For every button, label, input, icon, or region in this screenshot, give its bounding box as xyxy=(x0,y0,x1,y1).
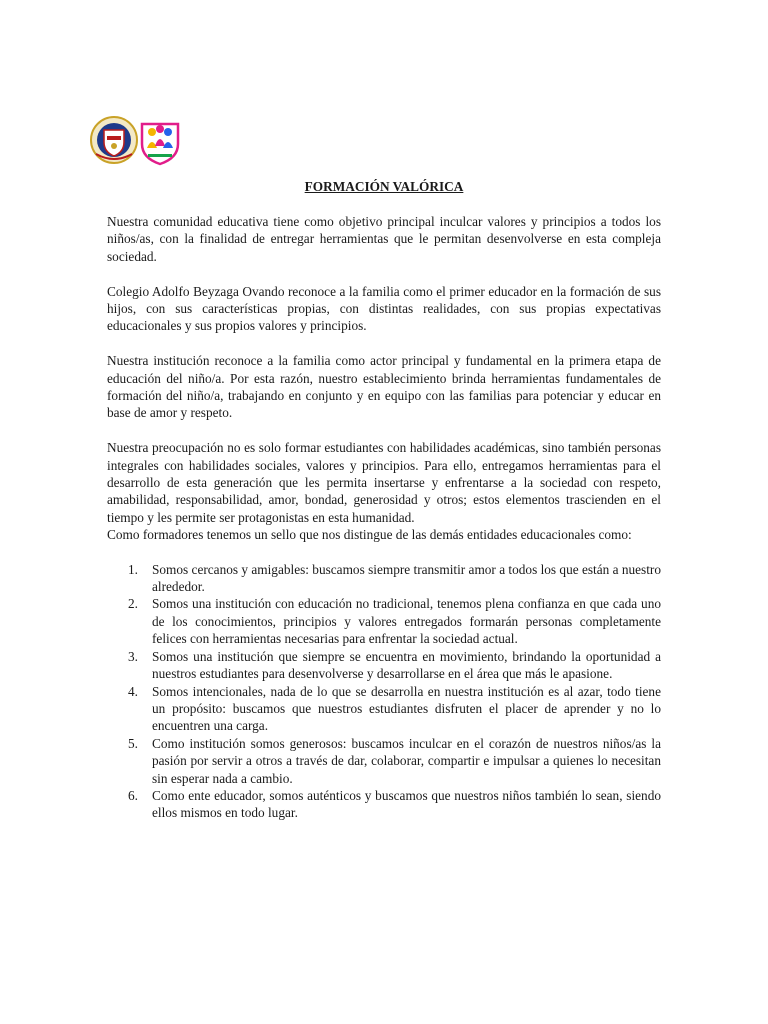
paragraph-concern: Nuestra preocupación no es solo formar estudiantes con habilidades académicas, sino también personas integrales con habilidades sociales, valores y principios. Para ello, entregamos herramientas para el desarrollo de esta generación que les permita insertarse y enfrentarse a la sociedad con respeto, amabilidad, responsabilidad, amor, bondad, generosidad y otros; estos elementos trascienden en el tiempo y les permite ser protagonistas en esta humanidad. xyxy=(107,440,661,525)
document-body xyxy=(107,213,661,822)
list-item-text: Somos intencionales, nada de lo que se desarrolla en nuestra institución es al azar, todo tiene un propósito: buscamos que nuestros estudiantes disfruten el placer de aprender y no lo encuentren una carga. xyxy=(152,683,661,734)
paragraph-seal-intro: Como formadores tenemos un sello que nos distingue de las demás entidades educacionales como: xyxy=(107,527,632,543)
paragraph-objective: Nuestra comunidad educativa tiene como objetivo principal inculcar valores y principios a todos los niños/as, con la finalidad de entregar herramientas que le permitan desenvolverse en esta compleja sociedad. xyxy=(107,214,661,264)
list-item-text: Somos una institución con educación no tradicional, tenemos plena confianza en que cada uno de los conocimientos, principios y valores entregados formarán personas completamente felices con herramientas necesarias para enfrentar la sociedad actual. xyxy=(152,596,661,647)
list-item xyxy=(128,735,661,787)
list-item xyxy=(128,561,661,596)
convivencia-escolar-icon xyxy=(142,124,178,164)
list-item-number: 3. xyxy=(128,648,138,664)
document-title: FORMACIÓN VALÓRICA xyxy=(304,179,464,194)
list-item-text: Como ente educador, somos auténticos y buscamos que nuestros niños también lo sean, siendo ellos mismos en todo lugar. xyxy=(152,787,661,821)
logos-svg xyxy=(90,114,186,166)
list-item-number: 6. xyxy=(128,787,138,803)
paragraph-family-educator: Colegio Adolfo Beyzaga Ovando reconoce a la familia como el primer educador en la formación de sus hijos, con sus características propias, con distintas realidades, con sus propias expectativas educacionales y sus propios valores y principios. xyxy=(107,283,661,334)
list-item-text: Somos una institución que siempre se encuentra en movimiento, brindando la oportunidad a nuestros estudiantes para desenvolverse y desarrollarse en el área que más le apasione. xyxy=(152,648,661,682)
school-logos xyxy=(90,114,186,166)
list-item xyxy=(128,648,661,683)
list-item-number: 4. xyxy=(128,683,138,699)
paragraph-institution-family: Nuestra institución reconoce a la familia como actor principal y fundamental en la primera etapa de educación del niño/a. Por esta razón, nuestro establecimiento brinda herramientas fundamentales de formación del niño/a, trabajando en conjunto y en equipo con las familias para potenciar y educar en base de amor y respeto. xyxy=(107,353,661,421)
values-list xyxy=(107,561,661,822)
list-item-text: Somos cercanos y amigables: buscamos siempre transmitir amor a todos los que están a nuestro alrededor. xyxy=(152,561,661,595)
list-item-number: 2. xyxy=(128,596,138,612)
list-item xyxy=(128,683,661,735)
list-item-number: 5. xyxy=(128,735,138,751)
list-item-text: Como institución somos generosos: buscamos inculcar en el corazón de nuestros niños/as la pasión por servir a otros a través de dar, colaborar, compartir e impulsar a quienes lo necesitan sin esperar nada a cambio. xyxy=(152,735,661,786)
list-item-number: 1. xyxy=(128,561,138,577)
list-item xyxy=(128,595,661,647)
list-item xyxy=(128,787,661,822)
school-crest-icon xyxy=(91,117,137,163)
